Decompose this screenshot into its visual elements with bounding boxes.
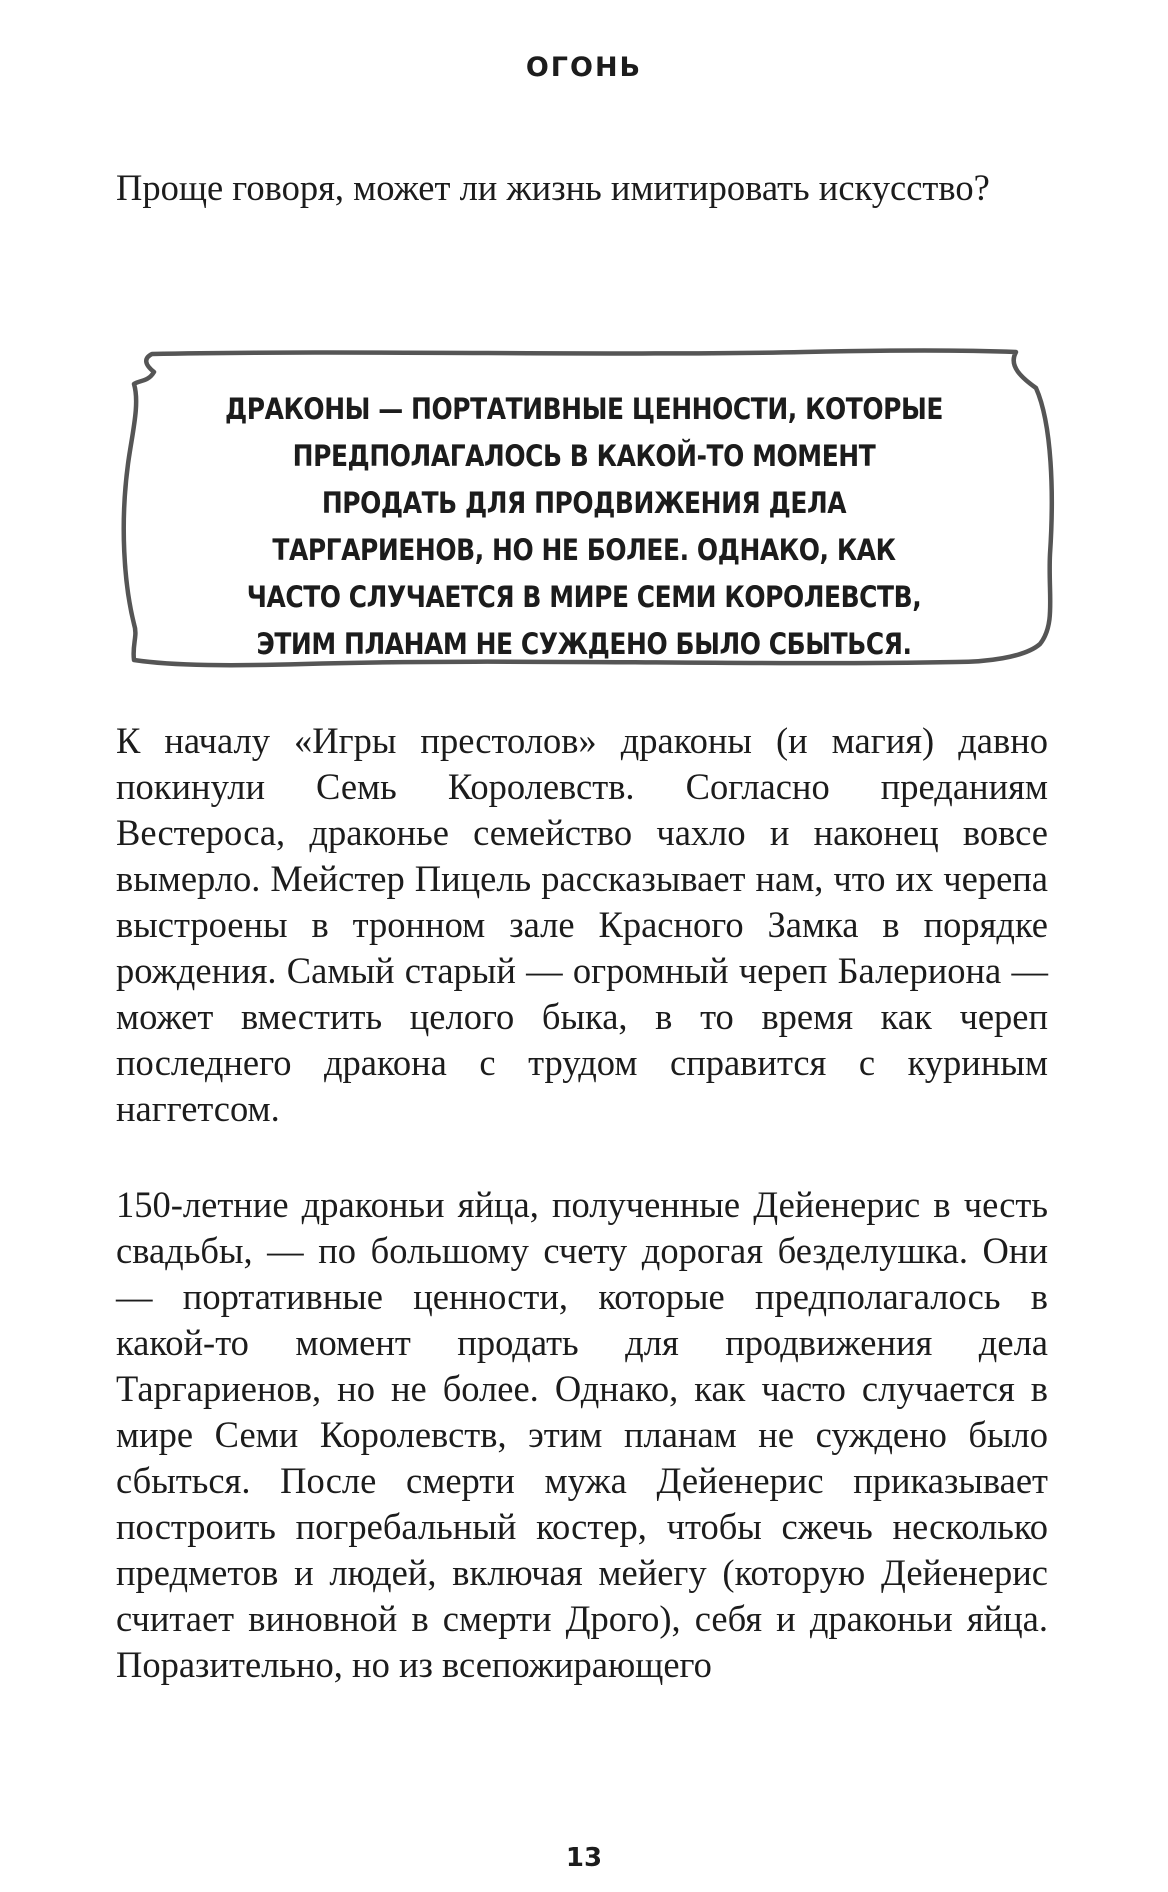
running-header: ОГОНЬ — [525, 52, 643, 83]
body-paragraph-2: К началу «Игры престолов» драконы (и магия) давно покинули Семь Королевств. Согласно преданиям Вестероса, драконье семейство чахло и наконец вовсе вымерло. Мейстер Пицель рассказывает нам, что их черепа выстроены в тронном зале Красного Замка в порядке рождения. Самый старый — огромный череп Балериона — может вместить целого быка, в то время как череп последнего дракона с трудом справится с куриным наггетсом. — [116, 720, 1048, 1129]
body-paragraph-1: Проще говоря, может ли жизнь имитировать искусство? — [116, 167, 990, 208]
pull-quote-callout — [104, 344, 1064, 674]
body-paragraph-3: 150-летние драконьи яйца, полученные Дейенерис в честь свадьбы, — по большому счету дорогая безделушка. Они — портативные ценности, которые предполагалось в какой-то момент продать для продвижения дела Таргариенов, но не более. Однако, как часто случается в мире Семи Королевств, этим планам не суждено было сбыться. После смерти мужа Дейенерис приказывает построить погребальный костер, чтобы сжечь несколько предметов и людей, включая мейегу (которую Дейенерис считает виновной в смерти Дрого), себя и драконьи яйца. Поразительно, но из всепожирающего — [116, 1184, 1048, 1685]
callout-quote-text: ДРАКОНЫ — ПОРТАТИВНЫЕ ЦЕННОСТИ, КОТОРЫЕ ПРЕДПОЛАГАЛОСЬ В КАКОЙ-ТО МОМЕНТ ПРОДАТЬ ДЛЯ ПРОДВИЖЕНИЯ ДЕЛА ТАРГАРИЕНОВ, НО НЕ БОЛЕЕ. ОДНАКО, КАК ЧАСТО СЛУЧАЕТСЯ В МИРЕ СЕМИ КОРОЛЕВСТВ, ЭТИМ ПЛАНАМ НЕ СУЖДЕНО БЫЛО СБЫТЬСЯ. — [224, 392, 944, 661]
page-number: 13 — [565, 1843, 603, 1873]
